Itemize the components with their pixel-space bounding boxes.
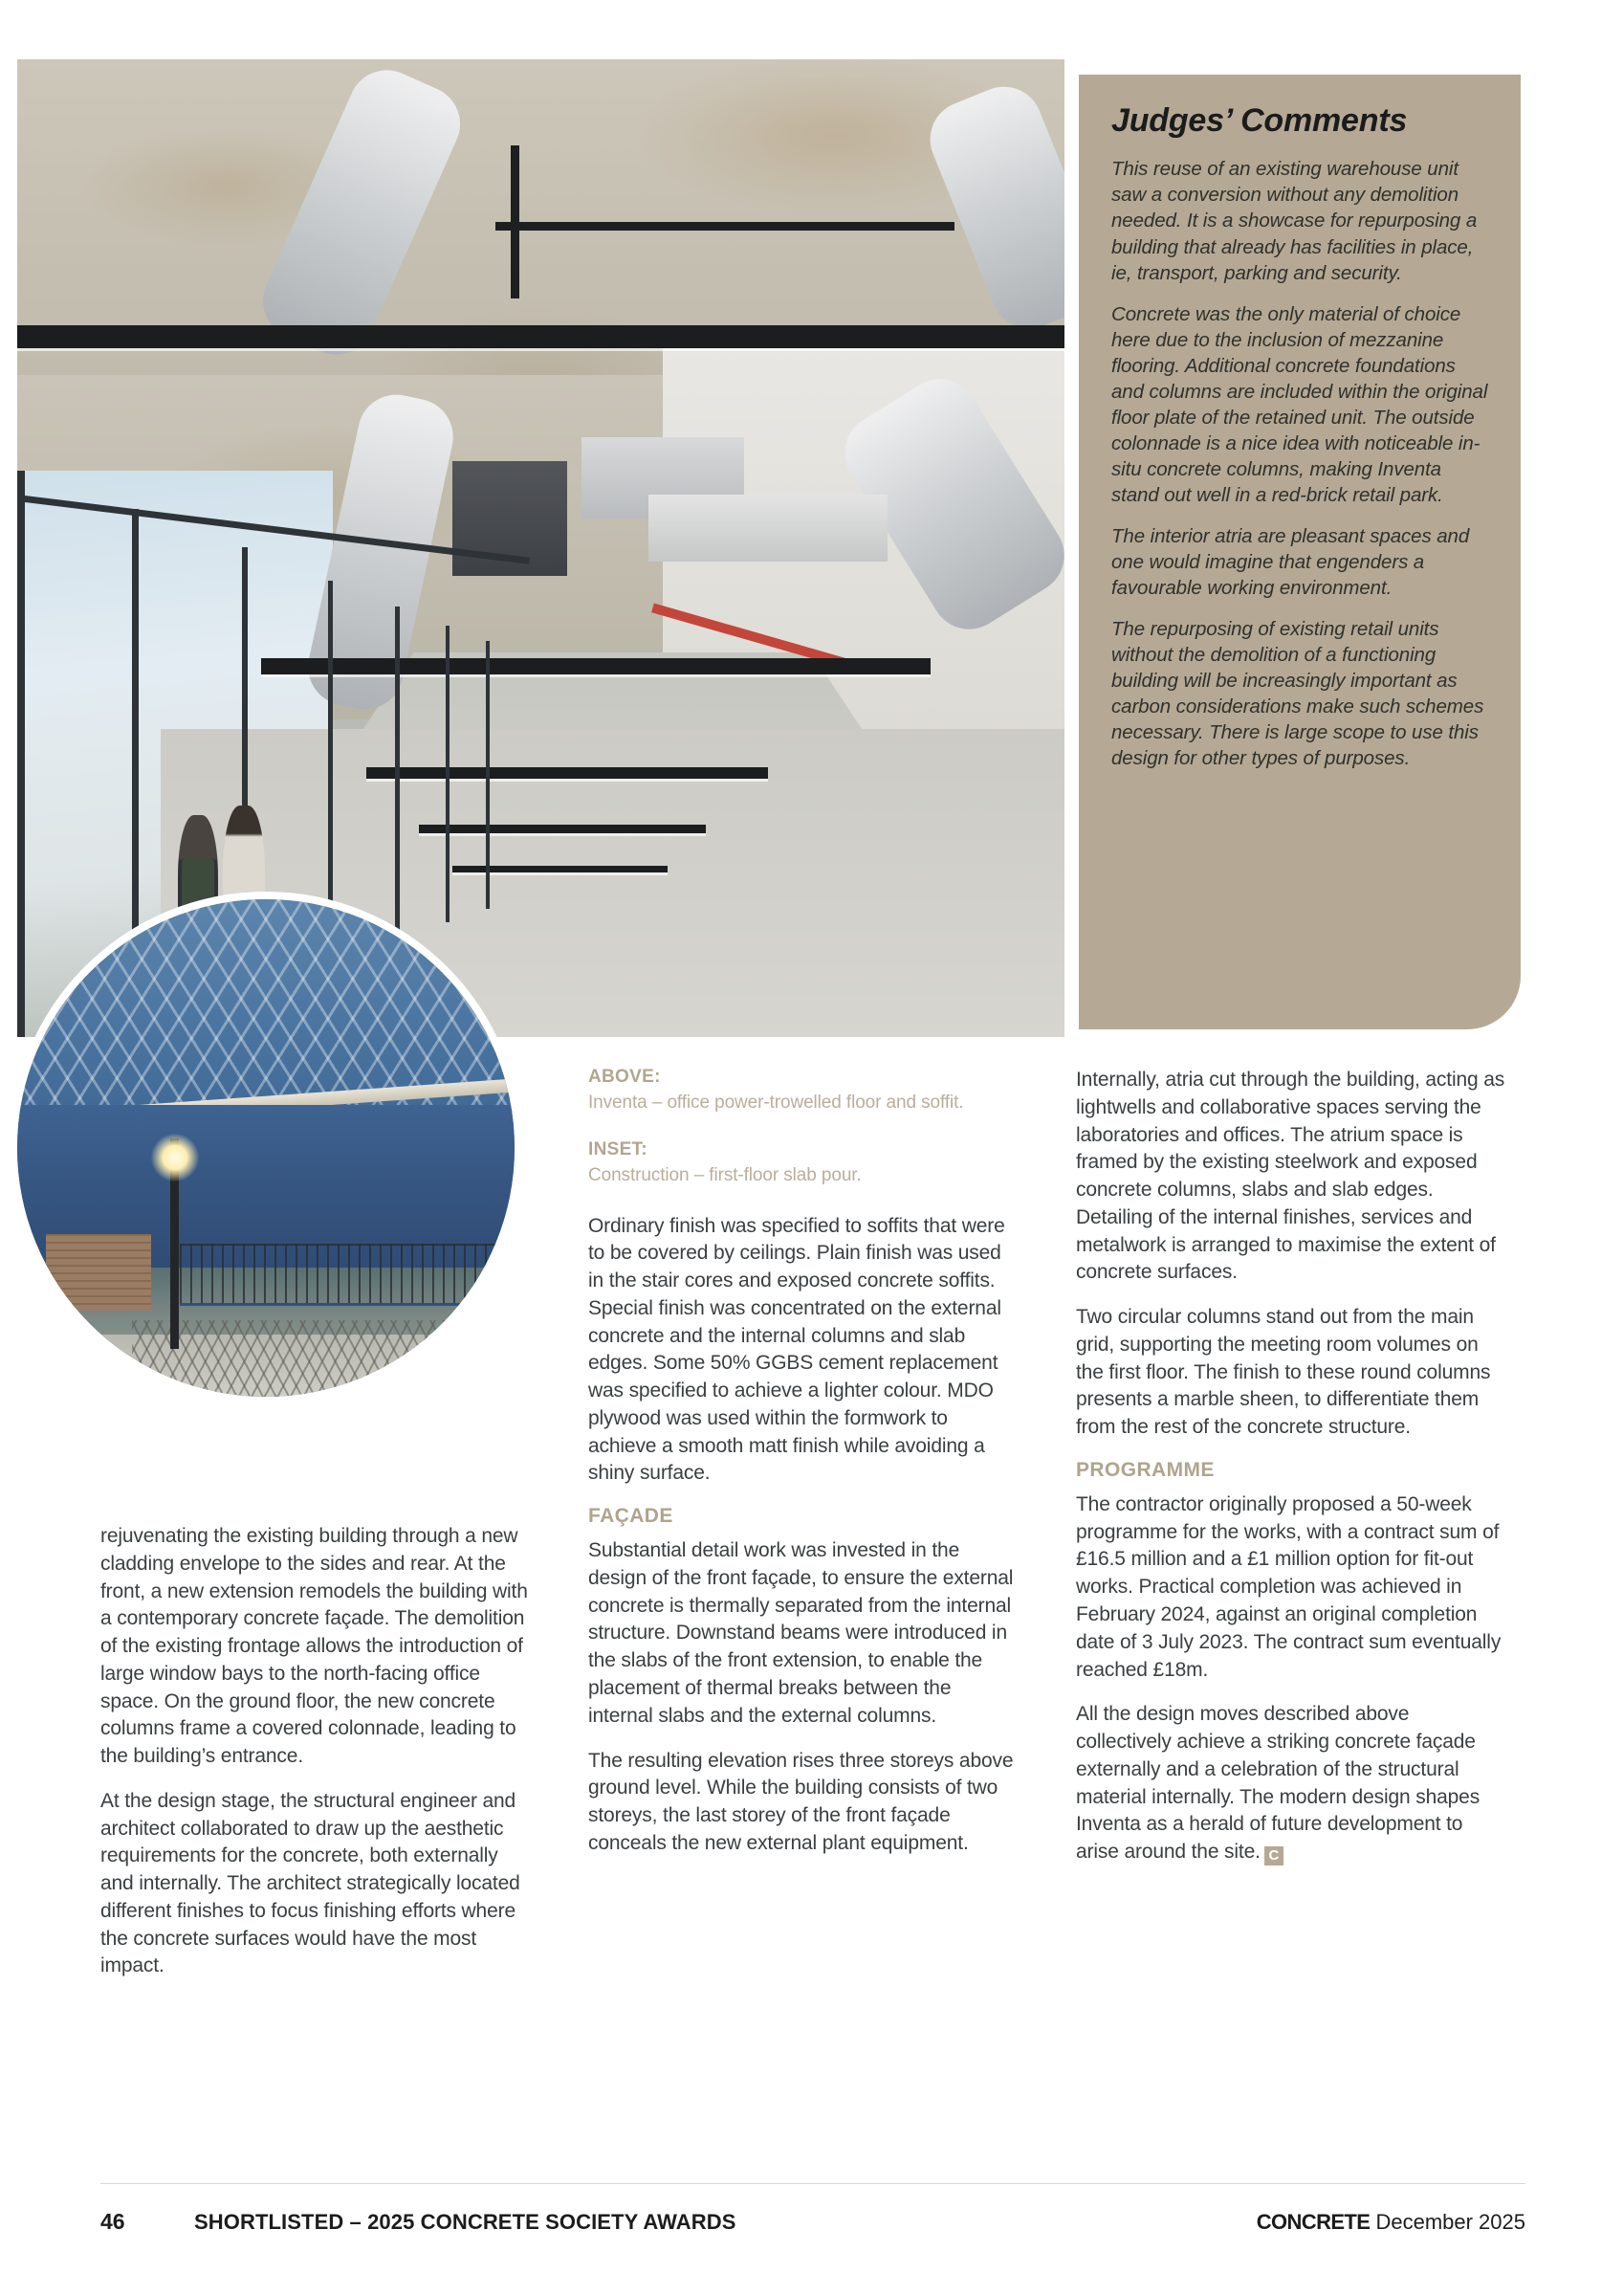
body-paragraph: The resulting elevation rises three storeys above ground level. While the building consists of two storeys, the last storey of the front façade conceals the new external plant equipment. xyxy=(588,1749,1014,1854)
caption-text-inset: Construction – first-floor slab pour. xyxy=(588,1165,862,1186)
judges-comments-panel xyxy=(1079,75,1521,1029)
caption-text-above: Inventa – office power-trowelled floor and soffit. xyxy=(588,1093,964,1113)
photo-linear-light-3 xyxy=(366,767,768,779)
inset-brick-stack xyxy=(46,1234,151,1311)
section-heading-programme: PROGRAMME xyxy=(1076,1458,1215,1481)
photo-mullion-7 xyxy=(486,641,490,909)
judges-comments-title: Judges’ Comments xyxy=(1111,102,1408,139)
photo-linear-light-4 xyxy=(419,825,706,833)
end-of-article-mark: C xyxy=(1264,1846,1283,1866)
body-paragraph: rejuvenating the existing building through a new cladding envelope to the sides and rear. At the front, a new extension remodels the building with a contemporary concrete façade. The demolition of the existing frontage allows the introduction of large window bays to the north-facing office space. On the ground floor, the new concrete columns frame a covered colonnade, leading to the building’s entrance. xyxy=(100,1525,528,1768)
judges-comment-paragraph: The repurposing of existing retail units without the demolition of a functioning building will be increasingly important as carbon considerations make such schemes necessary. There is large scope to use this design for other types of purposes. xyxy=(1111,618,1484,770)
body-paragraph: Substantial detail work was invested in the design of the front façade, to ensure the external concrete is thermally separated from the internal structure. Downstand beams were introduced in the slabs of the front extension, to enable the placement of thermal breaks between the internal slabs and the external columns. xyxy=(588,1539,1014,1727)
footer-brand-name: CONCRETE xyxy=(1256,2210,1371,2234)
photo-captions xyxy=(588,1067,1020,1188)
footer-section-title: SHORTLISTED – 2025 CONCRETE SOCIETY AWARDS xyxy=(194,2210,736,2234)
photo-mullion-5 xyxy=(395,607,400,941)
footer-publication xyxy=(1257,2210,1525,2235)
photo-linear-light-2 xyxy=(261,658,931,674)
body-paragraph-final xyxy=(1076,1701,1508,1866)
footer-divider xyxy=(100,2183,1525,2184)
article-column-left xyxy=(100,1523,533,1980)
judges-comment-paragraph: Concrete was the only material of choice here due to the inclusion of mezzanine flooring. Additional concrete foundations and columns are included within the original floor plate of the retained unit. The outside colonnade is a nice idea with noticeable in-situ concrete columns, making Inventa stand out well in a red-brick retail park. xyxy=(1111,302,1488,506)
inset-site-fencing xyxy=(180,1244,515,1306)
page-footer xyxy=(100,2205,1525,2243)
body-paragraph: At the design stage, the structural engineer and architect collaborated to draw up the aesthetic requirements for the concrete, both externally and internally. The architect strategically located different finishes to focus finishing efforts where the concrete surfaces would have the most impact. xyxy=(100,1789,520,1977)
body-paragraph: The contractor originally proposed a 50-week programme for the works, with a contract sum of £16.5 million and a £1 million option for fit-out works. Practical completion was achieved in February 2024, against an original completion date of 3 July 2023. The contract sum eventually reached £18m. xyxy=(1076,1492,1502,1681)
photo-pipe-horizontal xyxy=(495,222,954,231)
judges-comment-paragraph: This reuse of an existing warehouse unit saw a conversion without any demolition needed. It is a showcase for repurposing a building that already has facilities in place, ie, transport, parking and security. xyxy=(1111,158,1478,284)
caption-spacer xyxy=(588,1130,1020,1139)
photo-linear-light-5 xyxy=(452,866,668,872)
photo-linear-light-1 xyxy=(17,325,1064,348)
footer-page-number: 46 xyxy=(100,2209,125,2234)
inset-site-light xyxy=(151,1134,199,1181)
section-heading-facade: FAÇADE xyxy=(588,1505,673,1528)
photo-mullion-6 xyxy=(446,626,450,922)
article-column-middle xyxy=(588,1067,1020,1858)
caption-label-inset: INSET: xyxy=(588,1139,647,1160)
hero-photo-office-interior xyxy=(17,59,1064,1037)
body-paragraph-final-text: All the design moves described above collectively achieve a striking concrete façade externally and a celebration of the structural material internally. The modern design shapes Inventa as a herald of future development to arise around the site. xyxy=(1076,1703,1480,1864)
caption-label-above: ABOVE: xyxy=(588,1067,661,1087)
hero-photo-scene xyxy=(17,59,1064,1037)
judges-comment-paragraph: The interior atria are pleasant spaces and one would imagine that engenders a favourable working environment. xyxy=(1111,525,1470,600)
photo-plant-unit-3 xyxy=(648,495,888,562)
inset-rebar-mesh xyxy=(132,1320,448,1397)
body-paragraph: Ordinary finish was specified to soffits that were to be covered by ceilings. Plain finish was used in the stair cores and exposed concrete soffits. Special finish was concentrated on the external concrete and the internal columns and slab edges. Some 50% GGBS cement replacement was specified to achieve a lighter colour. MDO plywood was used within the formwork to achieve a smooth matt finish while avoiding a shiny surface. xyxy=(588,1214,1005,1485)
body-paragraph: Two circular columns stand out from the main grid, supporting the meeting room volumes on the first floor. The finish to these round columns presents a marble sheen, to differentiate them from the rest of the concrete structure. xyxy=(1076,1306,1491,1439)
body-paragraph: Internally, atria cut through the building, acting as lightwells and collaborative spaces serving the laboratories and offices. The atrium space is framed by the existing steelwork and exposed concrete columns, slabs and slab edges. Detailing of the internal finishes, services and metalwork is arranged to maximise the extent of concrete surfaces. xyxy=(1076,1069,1505,1284)
inset-photo-construction-slab-pour xyxy=(17,899,515,1397)
article-column-right xyxy=(1076,1067,1508,1866)
footer-issue-date: December 2025 xyxy=(1370,2210,1525,2234)
